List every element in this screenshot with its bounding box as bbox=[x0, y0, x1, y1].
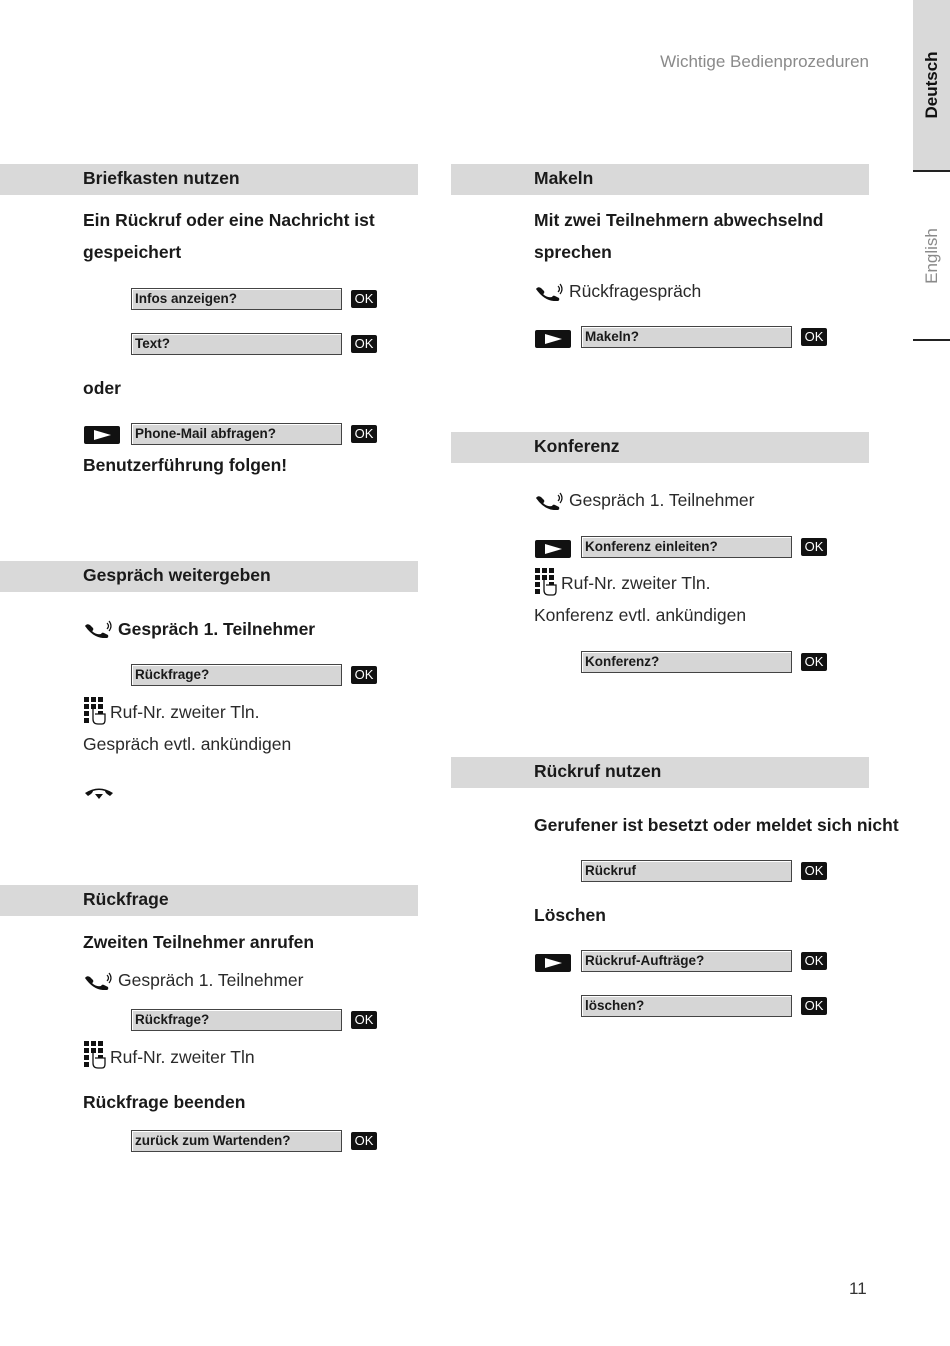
handset-speaking-icon bbox=[84, 620, 114, 638]
subhead: Gerufener ist besetzt oder meldet sich nicht bbox=[534, 815, 899, 835]
tab-english-label: English bbox=[921, 227, 941, 284]
tab-deutsch[interactable] bbox=[913, 0, 950, 172]
display-field: Makeln? bbox=[581, 326, 792, 348]
display-field: Rückfrage? bbox=[131, 1009, 342, 1031]
ok-button[interactable]: OK bbox=[801, 328, 827, 346]
ok-button[interactable]: OK bbox=[351, 1132, 377, 1150]
scroll-arrow-icon[interactable] bbox=[535, 540, 571, 558]
step-text: Ruf-Nr. zweiter Tln bbox=[110, 1047, 255, 1067]
step-text: Rückfragespräch bbox=[569, 281, 702, 301]
display-field: Konferenz? bbox=[581, 651, 792, 673]
step-text: Gespräch 1. Teilnehmer bbox=[569, 490, 755, 510]
section-konferenz bbox=[451, 432, 869, 463]
ok-button[interactable]: OK bbox=[801, 653, 827, 671]
step-text: Gespräch 1. Teilnehmer bbox=[118, 970, 304, 990]
step-text: Ruf-Nr. zweiter Tln. bbox=[110, 702, 260, 722]
display-field: Infos anzeigen? bbox=[131, 288, 342, 310]
scroll-arrow-icon[interactable] bbox=[535, 330, 571, 348]
subhead: Rückfrage beenden bbox=[83, 1092, 246, 1112]
subhead: Mit zwei Teilnehmern abwechselnd sprechen bbox=[534, 210, 824, 262]
subhead: Löschen bbox=[534, 905, 606, 925]
handset-speaking-icon bbox=[535, 283, 565, 301]
section-title: Gespräch weitergeben bbox=[83, 565, 271, 585]
step-text: Gespräch 1. Teilnehmer bbox=[118, 619, 316, 639]
tab-english[interactable] bbox=[913, 172, 950, 341]
page-header-title: Wichtige Bedienprozeduren bbox=[660, 52, 869, 71]
section-title: Rückfrage bbox=[83, 889, 169, 909]
handset-speaking-icon bbox=[535, 492, 565, 510]
step-text: Ruf-Nr. zweiter Tln. bbox=[561, 573, 711, 593]
section-title: Rückruf nutzen bbox=[534, 761, 662, 781]
ok-button[interactable]: OK bbox=[351, 335, 377, 353]
keypad-icon bbox=[84, 697, 106, 725]
display-field: Rückfrage? bbox=[131, 664, 342, 686]
keypad-icon bbox=[535, 568, 557, 596]
ok-button[interactable]: OK bbox=[351, 290, 377, 308]
subhead: Zweiten Teilnehmer anrufen bbox=[83, 932, 315, 952]
step-text: Gespräch evtl. ankündigen bbox=[83, 734, 292, 754]
section-makeln bbox=[451, 164, 869, 195]
step-text: Konferenz evtl. ankündigen bbox=[534, 605, 747, 625]
section-title: Konferenz bbox=[534, 436, 620, 456]
page-number: 11 bbox=[849, 1279, 867, 1298]
section-rueckfrage bbox=[0, 885, 418, 916]
hang-up-icon bbox=[84, 786, 114, 800]
section-title: Makeln bbox=[534, 168, 594, 188]
display-field: Rückruf bbox=[581, 860, 792, 882]
display-field: zurück zum Wartenden? bbox=[131, 1130, 342, 1152]
oder-label: oder bbox=[83, 378, 121, 398]
display-field: Konferenz einleiten? bbox=[581, 536, 792, 558]
display-field: Rückruf-Aufträge? bbox=[581, 950, 792, 972]
section-title: Briefkasten nutzen bbox=[83, 168, 240, 188]
ok-button[interactable]: OK bbox=[351, 425, 377, 443]
section-rueckruf bbox=[451, 757, 869, 788]
instruction-text: Benutzerführung folgen! bbox=[83, 455, 288, 475]
scroll-arrow-icon[interactable] bbox=[535, 954, 571, 972]
tab-deutsch-label: Deutsch bbox=[921, 51, 941, 119]
handset-speaking-icon bbox=[84, 972, 114, 990]
ok-button[interactable]: OK bbox=[801, 997, 827, 1015]
keypad-icon bbox=[84, 1041, 106, 1069]
ok-button[interactable]: OK bbox=[801, 538, 827, 556]
ok-button[interactable]: OK bbox=[351, 1011, 377, 1029]
section-weitergeben bbox=[0, 561, 418, 592]
display-field: Text? bbox=[131, 333, 342, 355]
ok-button[interactable]: OK bbox=[801, 862, 827, 880]
ok-button[interactable]: OK bbox=[801, 952, 827, 970]
display-field: Phone-Mail abfragen? bbox=[131, 423, 342, 445]
scroll-arrow-icon[interactable] bbox=[84, 426, 120, 444]
display-field: löschen? bbox=[581, 995, 792, 1017]
ok-button[interactable]: OK bbox=[351, 666, 377, 684]
section-briefkasten bbox=[0, 164, 418, 195]
subhead: Ein Rückruf oder eine Nachricht ist gespeichert bbox=[83, 210, 375, 262]
